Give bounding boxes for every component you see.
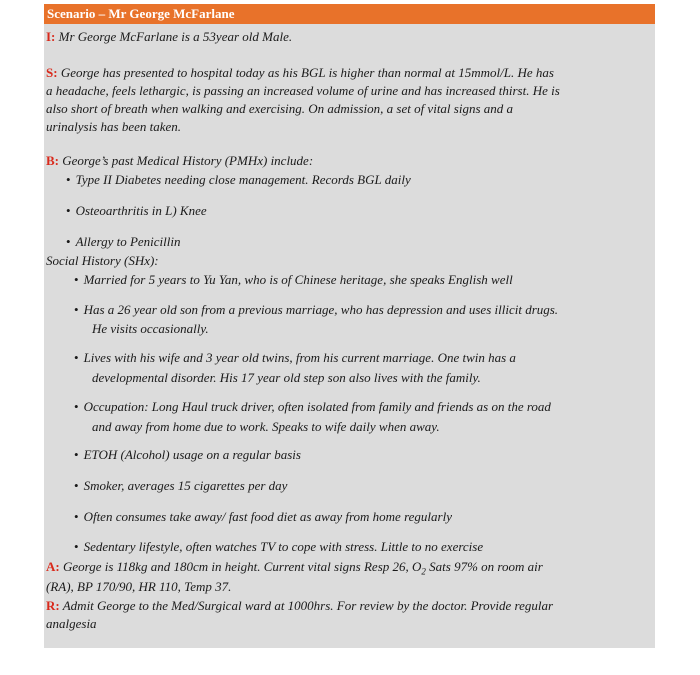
situation-line-3: also short of breath when walking and exercising. On admission, a set of vital signs and a	[46, 101, 514, 116]
shx-item: • ETOH (Alcohol) usage on a regular basis	[74, 447, 301, 462]
shx-item-continuation: and away from home due to work. Speaks to wife daily when away.	[92, 419, 440, 434]
shx-item: • Married for 5 years to Yu Yan, who is of Chinese heritage, she speaks English well	[74, 272, 513, 287]
bullet-icon: •	[74, 447, 79, 462]
shx-item-continuation: He visits occasionally.	[92, 321, 209, 336]
background-intro	[46, 152, 313, 169]
situation-line-1	[46, 64, 554, 81]
bullet-icon: •	[74, 350, 79, 365]
pmhx-intro: George’s past Medical History (PMHx) include:	[62, 153, 314, 168]
pmhx-item: • Allergy to Penicillin	[66, 234, 181, 249]
bullet-icon: •	[74, 302, 79, 317]
bullet-icon: •	[66, 234, 71, 249]
identity-text: Mr George McFarlane is a 53year old Male.	[58, 29, 293, 44]
recommendation-key: R:	[46, 598, 60, 613]
scenario-title: Scenario – Mr George McFarlane	[44, 4, 655, 24]
recommendation-line-2: analgesia	[46, 616, 97, 631]
shx-item: • Sedentary lifestyle, often watches TV to cope with stress. Little to no exercise	[74, 539, 484, 554]
shx-item-continuation: developmental disorder. His 17 year old step son also lives with the family.	[92, 370, 481, 385]
identity-line	[46, 28, 292, 45]
bullet-icon: •	[74, 399, 79, 414]
assessment-key: A:	[46, 559, 60, 574]
bullet-icon: •	[74, 509, 79, 524]
background-key: B:	[46, 153, 59, 168]
shx-intro: Social History (SHx):	[46, 253, 159, 268]
situation-text-1: George has presented to hospital today as his BGL is higher than normal at 15mmol/L. He has	[60, 65, 554, 80]
assessment-text-1a: George is 118kg and 180cm in height. Current vital signs Resp 26, O	[62, 559, 422, 574]
pmhx-item: • Type II Diabetes needing close management. Records BGL daily	[66, 172, 411, 187]
identity-key: I:	[46, 29, 56, 44]
bullet-icon: •	[74, 478, 79, 493]
shx-item: • Smoker, averages 15 cigarettes per day	[74, 478, 288, 493]
recommendation-text-1: Admit George to the Med/Surgical ward at 1000hrs. For review by the doctor. Provide regular	[62, 598, 554, 613]
bullet-icon: •	[66, 172, 71, 187]
situation-key: S:	[46, 65, 58, 80]
assessment-line-2: (RA), BP 170/90, HR 110, Temp 37.	[46, 579, 232, 594]
oxygen-subscript: 2	[421, 566, 426, 577]
recommendation-line-1	[46, 597, 553, 614]
bullet-icon: •	[74, 539, 79, 554]
bullet-icon: •	[74, 272, 79, 287]
bullet-icon: •	[66, 203, 71, 218]
situation-line-4: urinalysis has been taken.	[46, 119, 182, 134]
assessment-text-1b: Sats 97% on room air	[425, 559, 543, 574]
shx-item: • Occupation: Long Haul truck driver, often isolated from family and friends as on the road	[74, 399, 551, 414]
shx-item: • Often consumes take away/ fast food diet as away from home regularly	[74, 509, 452, 524]
pmhx-item: • Osteoarthritis in L) Knee	[66, 203, 207, 218]
shx-item: • Has a 26 year old son from a previous marriage, who has depression and uses illicit drugs.	[74, 302, 559, 317]
shx-item: • Lives with his wife and 3 year old twins, from his current marriage. One twin has a	[74, 350, 516, 365]
situation-line-2: a headache, feels lethargic, is passing an increased volume of urine and has increased thirst. He is	[46, 83, 560, 98]
